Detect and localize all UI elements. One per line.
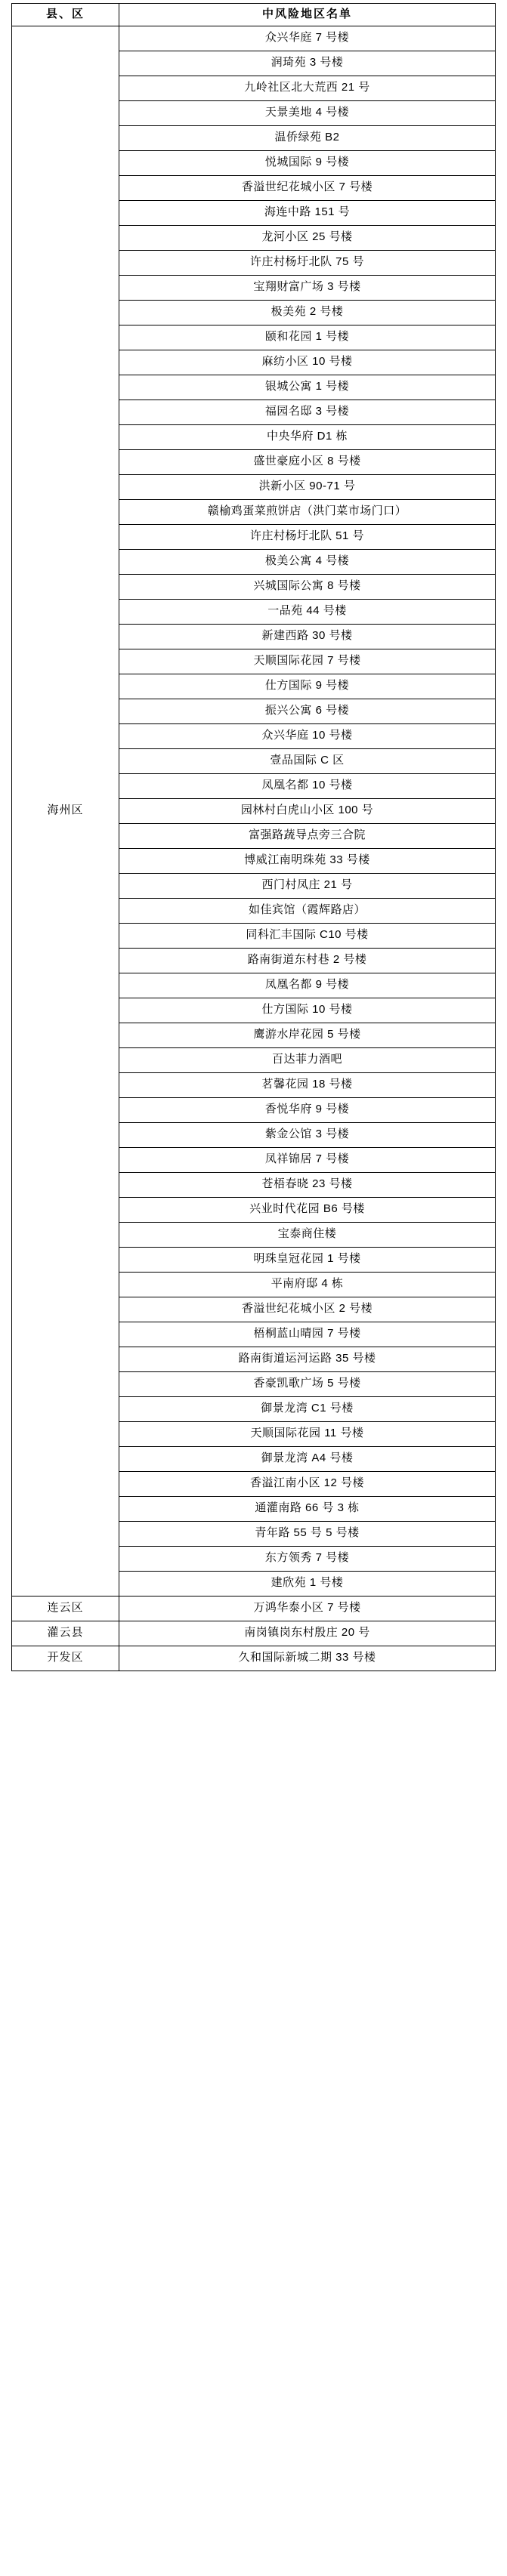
risk-area-name-cell: 苍梧春晓 23 号楼 — [119, 1172, 496, 1197]
risk-area-name-cell: 明珠皇冠花园 1 号楼 — [119, 1247, 496, 1272]
risk-area-name-cell: 龙河小区 25 号楼 — [119, 225, 496, 250]
risk-area-name-cell: 久和国际新城二期 33 号楼 — [119, 1646, 496, 1671]
risk-area-name-cell: 香溢江南小区 12 号楼 — [119, 1471, 496, 1496]
risk-area-name-cell: 许庄村杨圩北队 75 号 — [119, 250, 496, 275]
risk-area-name-cell: 颐和花园 1 号楼 — [119, 325, 496, 350]
table-row — [12, 1621, 496, 1646]
risk-area-name-cell: 富强路蔬导点旁三合院 — [119, 823, 496, 848]
risk-area-name-cell: 仕方国际 10 号楼 — [119, 998, 496, 1023]
risk-area-name-cell: 同科汇丰国际 C10 号楼 — [119, 923, 496, 948]
risk-area-table — [11, 3, 496, 1671]
risk-area-name-cell: 振兴公寓 6 号楼 — [119, 699, 496, 723]
risk-area-name-cell: 天顺国际花园 11 号楼 — [119, 1421, 496, 1446]
risk-area-name-cell: 西门村凤庄 21 号 — [119, 873, 496, 898]
region-cell: 灌云县 — [12, 1621, 119, 1646]
risk-area-name-cell: 天顺国际花园 7 号楼 — [119, 649, 496, 674]
risk-area-name-cell: 鹰游水岸花园 5 号楼 — [119, 1023, 496, 1047]
region-cell: 开发区 — [12, 1646, 119, 1671]
risk-area-name-cell: 香溢世纪花城小区 7 号楼 — [119, 175, 496, 200]
table-header — [12, 4, 496, 26]
risk-area-name-cell: 香溢世纪花城小区 2 号楼 — [119, 1297, 496, 1322]
risk-area-name-cell: 仕方国际 9 号楼 — [119, 674, 496, 699]
risk-area-name-cell: 南岗镇岗东村殷庄 20 号 — [119, 1621, 496, 1646]
risk-area-name-cell: 青年路 55 号 5 号楼 — [119, 1521, 496, 1546]
risk-area-name-cell: 东方领秀 7 号楼 — [119, 1546, 496, 1571]
region-cell: 海州区 — [12, 26, 119, 1596]
risk-area-name-cell: 平南府邸 4 栋 — [119, 1272, 496, 1297]
risk-area-name-cell: 御景龙湾 C1 号楼 — [119, 1396, 496, 1421]
risk-area-name-cell: 兴业时代花园 B6 号楼 — [119, 1197, 496, 1222]
risk-area-name-cell: 紫金公馆 3 号楼 — [119, 1122, 496, 1147]
risk-area-name-cell: 通灌南路 66 号 3 栋 — [119, 1496, 496, 1521]
risk-area-name-cell: 许庄村杨圩北队 51 号 — [119, 524, 496, 549]
risk-area-name-cell: 建欣苑 1 号楼 — [119, 1571, 496, 1596]
risk-area-name-cell: 壹品国际 C 区 — [119, 748, 496, 773]
risk-area-name-cell: 香悦华府 9 号楼 — [119, 1097, 496, 1122]
risk-area-name-cell: 兴城国际公寓 8 号楼 — [119, 574, 496, 599]
risk-area-name-cell: 路南街道东村巷 2 号楼 — [119, 948, 496, 973]
risk-area-name-cell: 九岭社区北大荒西 21 号 — [119, 76, 496, 100]
region-cell: 连云区 — [12, 1596, 119, 1621]
risk-area-name-cell: 宝泰商住楼 — [119, 1222, 496, 1247]
risk-area-name-cell: 凤祥锦居 7 号楼 — [119, 1147, 496, 1172]
risk-area-name-cell: 万鸿华泰小区 7 号楼 — [119, 1596, 496, 1621]
risk-area-name-cell: 园林村白虎山小区 100 号 — [119, 798, 496, 823]
risk-area-name-cell: 茗馨花园 18 号楼 — [119, 1072, 496, 1097]
risk-area-name-cell: 麻纺小区 10 号楼 — [119, 350, 496, 375]
risk-area-name-cell: 洪新小区 90-71 号 — [119, 474, 496, 499]
risk-area-name-cell: 香豪凯歌广场 5 号楼 — [119, 1371, 496, 1396]
risk-area-name-cell: 极美苑 2 号楼 — [119, 300, 496, 325]
risk-area-name-cell: 众兴华庭 10 号楼 — [119, 723, 496, 748]
risk-area-name-cell: 中央华府 D1 栋 — [119, 424, 496, 449]
risk-area-name-cell: 如佳宾馆（霞辉路店） — [119, 898, 496, 923]
risk-area-name-cell: 凤凰名都 10 号楼 — [119, 773, 496, 798]
table-body — [12, 26, 496, 1671]
table-row — [12, 26, 496, 51]
risk-area-name-cell: 悦城国际 9 号楼 — [119, 150, 496, 175]
risk-area-name-cell: 极美公寓 4 号楼 — [119, 549, 496, 574]
risk-area-name-cell: 博威江南明珠苑 33 号楼 — [119, 848, 496, 873]
risk-area-name-cell: 路南街道运河运路 35 号楼 — [119, 1347, 496, 1371]
risk-area-name-cell: 众兴华庭 7 号楼 — [119, 26, 496, 51]
risk-area-name-cell: 盛世豪庭小区 8 号楼 — [119, 449, 496, 474]
table-row — [12, 1596, 496, 1621]
table-row — [12, 1646, 496, 1671]
table-header-row — [12, 4, 496, 26]
risk-area-name-cell: 凤凰名都 9 号楼 — [119, 973, 496, 998]
risk-area-name-cell: 一品苑 44 号楼 — [119, 599, 496, 624]
risk-area-name-cell: 新建西路 30 号楼 — [119, 624, 496, 649]
risk-area-name-cell: 海连中路 151 号 — [119, 200, 496, 225]
risk-area-name-cell: 天景美地 4 号楼 — [119, 100, 496, 125]
risk-area-name-cell: 银城公寓 1 号楼 — [119, 375, 496, 400]
column-header-name: 中风险地区名单 — [119, 4, 496, 26]
risk-area-name-cell: 百达菲力酒吧 — [119, 1047, 496, 1072]
risk-area-name-cell: 赣榆鸡蛋菜煎饼店（洪门菜市场门口） — [119, 499, 496, 524]
risk-area-name-cell: 福园名邸 3 号楼 — [119, 400, 496, 424]
risk-area-name-cell: 润琦苑 3 号楼 — [119, 51, 496, 76]
risk-area-name-cell: 御景龙湾 A4 号楼 — [119, 1446, 496, 1471]
risk-area-name-cell: 梧桐蓝山晴园 7 号楼 — [119, 1322, 496, 1347]
risk-area-name-cell: 温侨绿苑 B2 — [119, 125, 496, 150]
column-header-region: 县、区 — [12, 4, 119, 26]
risk-area-name-cell: 宝翔财富广场 3 号楼 — [119, 275, 496, 300]
